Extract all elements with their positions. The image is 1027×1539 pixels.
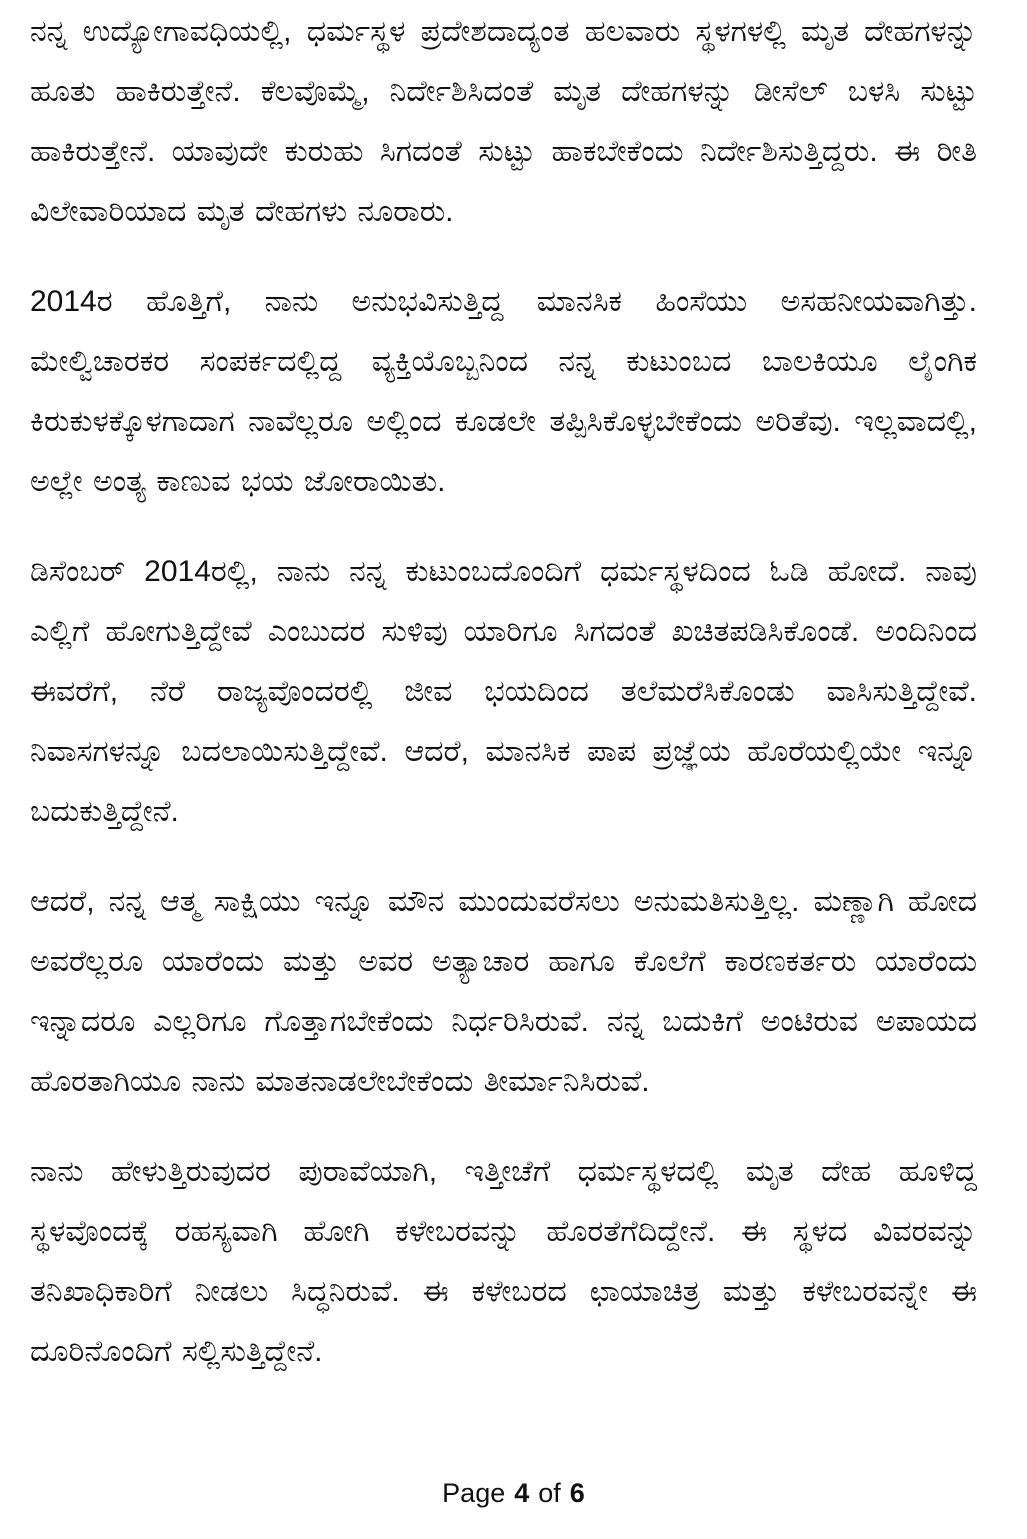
- paragraph: ನಾನು ಹೇಳುತ್ತಿರುವುದರ ಪುರಾವೆಯಾಗಿ, ಇತ್ತೀಚೆಗೆ ಧರ್ಮಸ್ಥಳದಲ್ಲಿ ಮೃತ ದೇಹ ಹೂಳಿದ್ದ ಸ್ಥಳವೊಂದಕ್ಕೆ ರಹಸ್ಯವಾಗಿ ಹೋಗಿ ಕಳೇಬರವನ್ನು ಹೊರತೆಗೆದಿದ್ದೇನೆ. ಈ ಸ್ಥಳದ ವಿವರವನ್ನು ತನಿಖಾಧಿಕಾರಿಗೆ ನೀಡಲು ಸಿದ್ಧನಿರುವೆ. ಈ ಕಳೇಬರದ ಛಾಯಾಚಿತ್ರ ಮತ್ತು ಕಳೇಬರವನ್ನೇ ಈ ದೂರಿನೊಂದಿಗೆ ಸಲ್ಲಿಸುತ್ತಿದ್ದೇನೆ.: [30, 1155, 977, 1368]
- footer-page-word: Page: [442, 1478, 506, 1508]
- footer-of-word: of: [538, 1478, 561, 1508]
- paragraph: ನನ್ನ ಉದ್ಯೋಗಾವಧಿಯಲ್ಲಿ, ಧರ್ಮಸ್ಥಳ ಪ್ರದೇಶದಾದ್ಯಂತ ಹಲವಾರು ಸ್ಥಳಗಳಲ್ಲಿ ಮೃತ ದೇಹಗಳನ್ನು ಹೂತು ಹಾಕಿರುತ್ತೇನೆ. ಕೆಲವೊಮ್ಮೆ, ನಿರ್ದೇಶಿಸಿದಂತೆ ಮೃತ ದೇಹಗಳನ್ನು ಡೀಸೆಲ್ ಬಳಸಿ ಸುಟ್ಟು ಹಾಕಿರುತ್ತೇನೆ. ಯಾವುದೇ ಕುರುಹು ಸಿಗದಂತೆ ಸುಟ್ಟು ಹಾಕಬೇಕೆಂದು ನಿರ್ದೇಶಿಸುತ್ತಿದ್ದರು. ಈ ರೀತಿ ವಿಲೇವಾರಿಯಾದ ಮೃತ ದೇಹಗಳು ನೂರಾರು.: [30, 15, 977, 228]
- paragraph: 2014ರ ಹೊತ್ತಿಗೆ, ನಾನು ಅನುಭವಿಸುತ್ತಿದ್ದ ಮಾನಸಿಕ ಹಿಂಸೆಯು ಅಸಹನೀಯವಾಗಿತ್ತು. ಮೇಲ್ವಿಚಾರಕರ ಸಂಪರ್ಕದಲ್ಲಿದ್ದ ವ್ಯಕ್ತಿಯೊಬ್ಬನಿಂದ ನನ್ನ ಕುಟುಂಬದ ಬಾಲಕಿಯೂ ಲೈಂಗಿಕ ಕಿರುಕುಳಕ್ಕೊಳಗಾದಾಗ ನಾವೆಲ್ಲರೂ ಅಲ್ಲಿಂದ ಕೂಡಲೇ ತಪ್ಪಿಸಿಕೊಳ್ಳಬೇಕೆಂದು ಅರಿತೆವು. ಇಲ್ಲವಾದಲ್ಲಿ, ಅಲ್ಲೇ ಅಂತ್ಯ ಕಾಣುವ ಭಯ ಜೋರಾಯಿತು.: [30, 285, 977, 498]
- paragraph: ಆದರೆ, ನನ್ನ ಆತ್ಮ ಸಾಕ್ಷಿಯು ಇನ್ನೂ ಮೌನ ಮುಂದುವರೆಸಲು ಅನುಮತಿಸುತ್ತಿಲ್ಲ. ಮಣ್ಣಾಗಿ ಹೋದ ಅವರೆಲ್ಲರೂ ಯಾರೆಂದು ಮತ್ತು ಅವರ ಅತ್ಯಾಚಾರ ಹಾಗೂ ಕೊಲೆಗೆ ಕಾರಣಕರ್ತರು ಯಾರೆಂದು ಇನ್ನಾದರೂ ಎಲ್ಲರಿಗೂ ಗೊತ್ತಾಗಬೇಕೆಂದು ನಿರ್ಧರಿಸಿರುವೆ. ನನ್ನ ಬದುಕಿಗೆ ಅಂಟಿರುವ ಅಪಾಯದ ಹೊರತಾಗಿಯೂ ನಾನು ಮಾತನಾಡಲೇಬೇಕೆಂದು ತೀರ್ಮಾನಿಸಿರುವೆ.: [30, 885, 977, 1098]
- footer-page-number: 4: [514, 1478, 530, 1508]
- page-footer: [0, 1478, 1027, 1509]
- paragraph: ಡಿಸೆಂಬರ್ 2014ರಲ್ಲಿ, ನಾನು ನನ್ನ ಕುಟುಂಬದೊಂದಿಗೆ ಧರ್ಮಸ್ಥಳದಿಂದ ಓಡಿ ಹೋದೆ. ನಾವು ಎಲ್ಲಿಗೆ ಹೋಗುತ್ತಿದ್ದೇವೆ ಎಂಬುದರ ಸುಳಿವು ಯಾರಿಗೂ ಸಿಗದಂತೆ ಖಚಿತಪಡಿಸಿಕೊಂಡೆ. ಅಂದಿನಿಂದ ಈವರೆಗೆ, ನೆರೆ ರಾಜ್ಯವೊಂದರಲ್ಲಿ ಜೀವ ಭಯದಿಂದ ತಲೆಮರೆಸಿಕೊಂಡು ವಾಸಿಸುತ್ತಿದ್ದೇವೆ. ನಿವಾಸಗಳನ್ನೂ ಬದಲಾಯಿಸುತ್ತಿದ್ದೇವೆ. ಆದರೆ, ಮಾನಸಿಕ ಪಾಪ ಪ್ರಜ್ಞೆಯ ಹೊರೆಯಲ್ಲಿಯೇ ಇನ್ನೂ ಬದುಕುತ್ತಿದ್ದೇನೆ.: [30, 555, 977, 828]
- footer-total-pages: 6: [569, 1478, 585, 1508]
